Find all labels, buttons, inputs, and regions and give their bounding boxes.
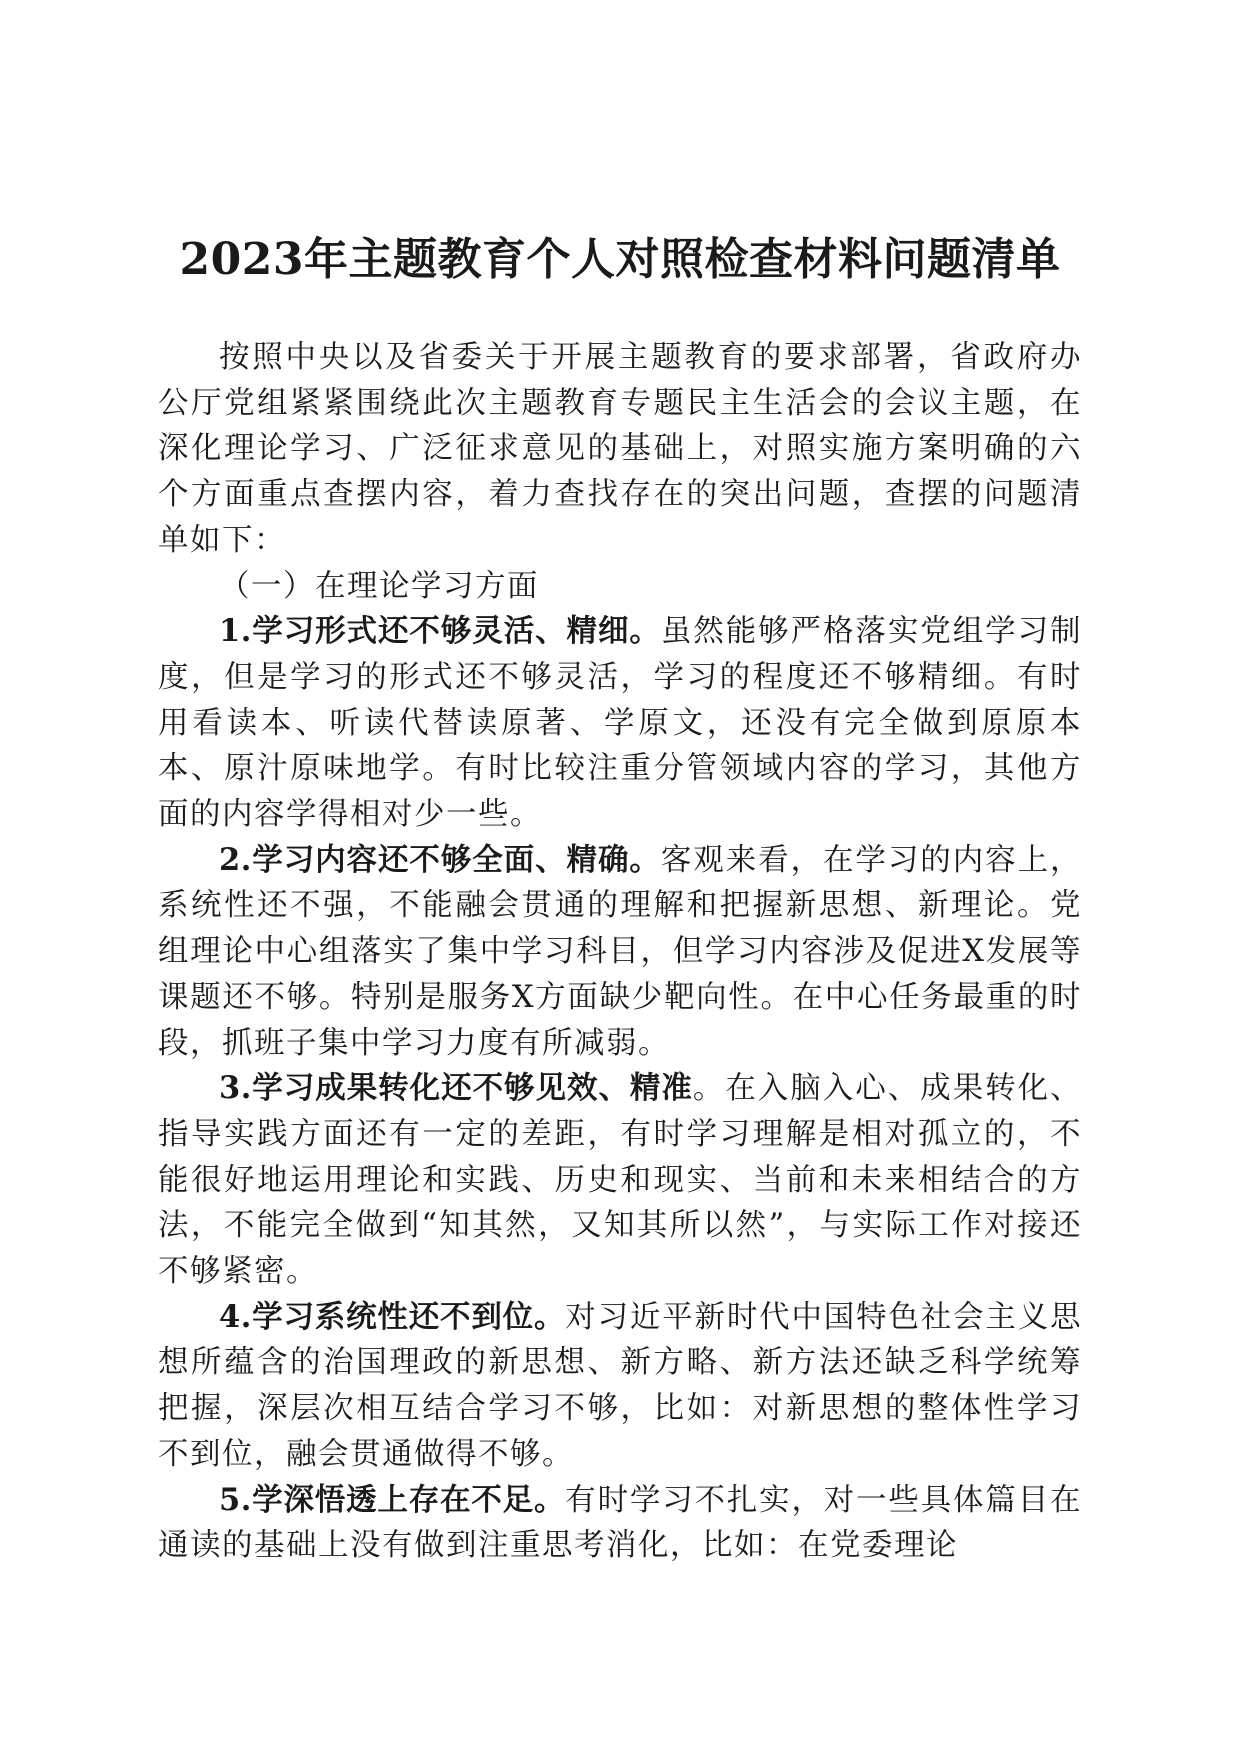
list-item	[158, 1295, 1082, 1478]
intro-paragraph: 按照中央以及省委关于开展主题教育的要求部署，省政府办公厅党组紧紧围绕此次主题教育专题民主生活会的会议主题，在深化理论学习、广泛征求意见的基础上，对照实施方案明确的六个方面重点查摆内容，着力查找存在的突出问题，查摆的问题清单如下：	[158, 340, 1082, 558]
item-heading: 3.学习成果转化还不够见效、精准	[219, 1070, 693, 1107]
document-title: 2023年主题教育个人对照检查材料问题清单	[179, 234, 1061, 285]
list-item	[158, 1066, 1082, 1295]
item-text: 客观来看，在学习的内容上，系统性还不强，不能融会贯通的理解和把握新思想、新理论。党组理论中心组落实了集中学习科目，但学习内容涉及促进X发展等课题还不够。特别是服务X方面缺少靶向性。在中心任务最重的时段，抓班子集中学习力度有所减弱。	[158, 842, 1083, 1061]
item-text: 虽然能够严格落实党组学习制度，但是学习的形式还不够灵活，学习的程度还不够精细。有时用看读本、听读代替读原著、学原文，还没有完全做到原原本本、原汁原味地学。有时比较注重分管领域内容的学习，其他方面的内容学得相对少一些。	[158, 614, 1083, 833]
item-heading: 1.学习形式还不够灵活、精细。	[219, 613, 661, 650]
section-heading: （一）在理论学习方面	[219, 568, 539, 604]
item-heading: 5.学深悟透上存在不足。	[219, 1481, 566, 1518]
document-page	[158, 0, 1082, 1754]
list-item	[158, 1478, 1082, 1569]
list-item	[158, 838, 1082, 1067]
list-item	[158, 609, 1082, 838]
item-text: 对习近平新时代中国特色社会主义思想所蕴含的治国理政的新思想、新方略、新方法还缺乏科学统筹把握，深层次相互结合学习不够，比如：对新思想的整体性学习不到位，融会贯通做得不够。	[158, 1299, 1083, 1472]
item-text: 有时学习不扎实，对一些具体篇目在通读的基础上没有做到注重思考消化，比如：在党委理论	[158, 1482, 1083, 1564]
document-body	[158, 335, 1082, 1569]
item-text: 。在入脑入心、成果转化、指导实践方面还有一定的差距，有时学习理解是相对孤立的，不能很好地运用理论和实践、历史和现实、当前和未来相结合的方法，不能完全做到“知其然，又知其所以然”，与实际工作对接还不够紧密。	[158, 1071, 1083, 1290]
item-heading: 4.学习系统性还不到位。	[219, 1298, 566, 1335]
item-heading: 2.学习内容还不够全面、精确。	[219, 841, 661, 878]
